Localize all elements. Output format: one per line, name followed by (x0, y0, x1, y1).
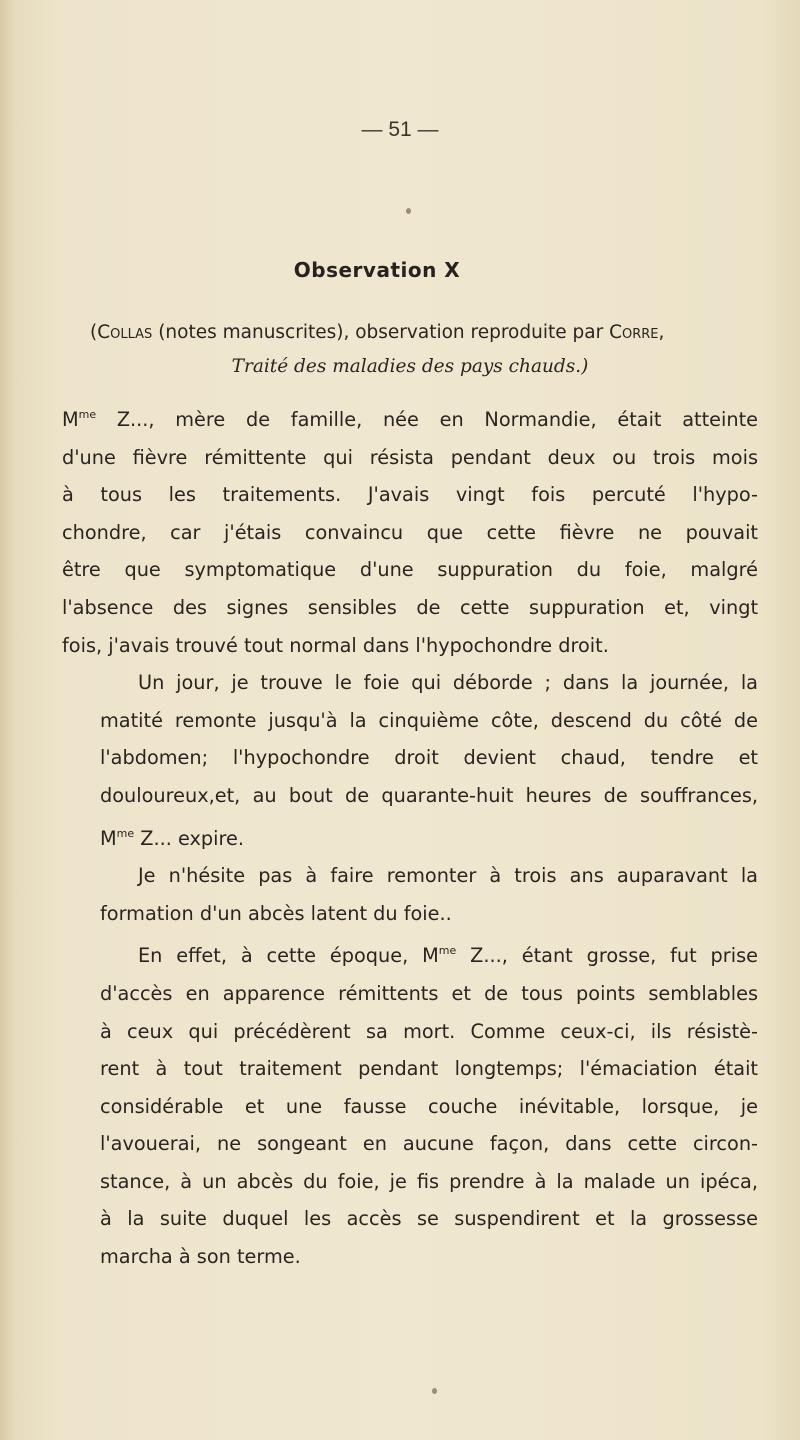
text-line (62, 739, 758, 777)
source-citation-line (90, 316, 750, 350)
text-line (62, 551, 758, 589)
text-line (62, 857, 758, 895)
source-note: (notes manuscrites), observation reproduite par (152, 322, 610, 343)
text-segment: considérable et une fausse couche inévitable, lorsque, je (100, 1094, 758, 1118)
text-line (62, 476, 758, 514)
text-segment: d'une fièvre rémittente qui résista pendant deux ou trois mois (62, 445, 758, 469)
text-line (62, 702, 758, 740)
text-segment: d'accès en apparence rémittents et de tous points semblables (100, 981, 758, 1005)
text-segment: rent à tout traitement pendant longtemps; l'émaciation était (100, 1057, 758, 1081)
text-line (62, 396, 758, 439)
text-line (62, 1125, 758, 1163)
paragraph (62, 396, 758, 664)
text-segment: chondre, car j'étais convaincu que cette fièvre ne pouvait (62, 520, 758, 544)
text-line (62, 664, 758, 702)
text-segment: stance, à un abcès du foie, je fis prendre à la malade un ipéca, (100, 1169, 758, 1193)
page-number: — 51 — (361, 118, 439, 141)
text-segment: Z..., mère de famille, née en Normandie, était atteinte (96, 408, 758, 431)
observation-title: Observation X (293, 258, 461, 282)
text-line (62, 932, 758, 975)
text-line (62, 1050, 758, 1088)
superscript: me (438, 944, 457, 958)
ink-speck (432, 1388, 437, 1394)
text-segment: fois, j'avais trouvé tout normal dans l'hypochondre droit. (62, 633, 609, 657)
observation-body (62, 396, 758, 1276)
text-segment: l'abdomen; l'hypochondre droit devient chaud, tendre et (100, 746, 758, 770)
cited-work: Traité des maladies des pays chauds.) (231, 356, 589, 377)
paragraph (62, 932, 758, 1275)
text-line (62, 895, 758, 933)
source-citation (90, 316, 750, 384)
text-segment: En effet, à cette époque, M (138, 944, 439, 968)
text-segment: marcha à son terme. (100, 1245, 301, 1269)
text-segment: Z..., étant grosse, fut prise (456, 944, 758, 968)
text-segment: être que symptomatique d'une suppuration du foie, malgré (62, 558, 758, 582)
text-line (62, 1088, 758, 1126)
text-segment: à ceux qui précédèrent sa mort. Comme ceux-ci, ils résistè- (100, 1019, 758, 1043)
text-line (62, 589, 758, 627)
text-line (62, 627, 758, 665)
text-line (62, 777, 758, 815)
text-segment: Un jour, je trouve le foie qui déborde ; dans la journée, la (138, 671, 758, 695)
text-segment: matité remonte jusqu'à la cinquième côte, descend du côté de (100, 708, 758, 732)
text-segment: à tous les traitements. J'avais vingt fois percuté l'hypo- (62, 483, 758, 507)
superscript: me (78, 408, 97, 421)
text-line (62, 815, 758, 858)
text-segment: M (100, 826, 117, 850)
text-segment: Je n'hésite pas à faire remonter à trois ans auparavant la (138, 864, 758, 888)
text-line (62, 514, 758, 552)
text-segment: M (62, 408, 79, 431)
text-line (62, 439, 758, 477)
ink-speck (406, 208, 411, 214)
paragraph (62, 857, 758, 932)
text-segment: à la suite duquel les accès se suspendirent et la grossesse (100, 1207, 758, 1231)
text-segment: douloureux,et, au bout de quarante-huit heures de souffrances, (100, 783, 758, 807)
author-name: Collas (97, 322, 153, 343)
text-line (62, 1200, 758, 1238)
text-segment: l'avouerai, ne songeant en aucune façon, dans cette circon- (100, 1132, 758, 1156)
text-line (62, 1013, 758, 1051)
text-segment: l'absence des signes sensibles de cette suppuration et, vingt (62, 595, 758, 619)
open-paren: ( (90, 322, 98, 343)
text-line (62, 1238, 758, 1276)
paragraph (62, 664, 758, 857)
cited-author: Corre, (609, 322, 665, 343)
text-segment: Z... expire. (134, 826, 245, 850)
text-segment: formation d'un abcès latent du foie.. (100, 901, 452, 925)
text-line (62, 1163, 758, 1201)
superscript: me (116, 826, 135, 840)
text-line (62, 975, 758, 1013)
